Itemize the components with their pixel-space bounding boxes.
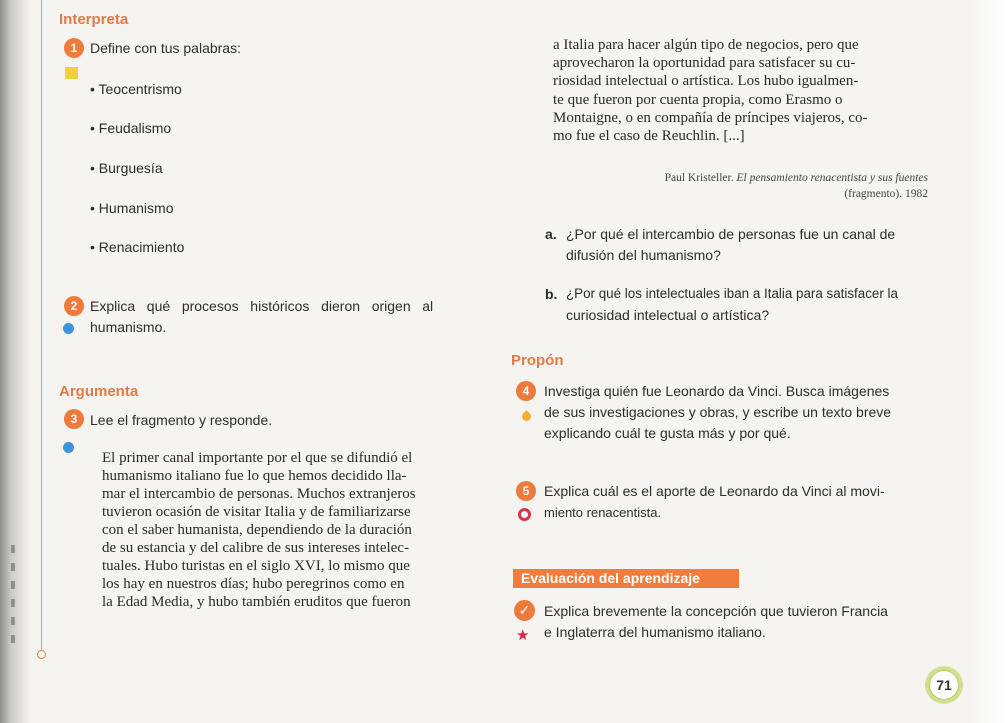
question-a-line-1: ¿Por qué el intercambio de personas fue un canal de: [566, 226, 896, 242]
evaluation-text: [544, 601, 888, 643]
activity-number-1: 1: [64, 38, 84, 58]
evaluation-line: e Inglaterra del humanismo italiano.: [544, 624, 766, 640]
circle-skill-icon: [63, 442, 74, 453]
page-edge-glare: [968, 0, 1008, 723]
list-item-feudalismo: • Feudalismo: [90, 120, 172, 136]
question-a-label: a.: [545, 226, 557, 242]
fragment-line: mo fue el caso de Reuchlin. [...]: [553, 128, 745, 145]
star-icon: ★: [516, 627, 530, 644]
list-item-burguesia: • Burguesía: [90, 160, 163, 176]
citation-author: Paul Kristeller.: [664, 172, 734, 184]
page-number: 71: [929, 670, 959, 700]
ring-skill-icon: [518, 508, 531, 521]
fragment-text-left: [102, 449, 416, 611]
fragment-text-right: [553, 36, 867, 145]
evaluation-line: Explica brevemente la concepción que tuvieron Francia: [544, 603, 888, 619]
section-heading-interpreta: Interpreta: [59, 11, 129, 28]
fragment-line: te que fueron por cuenta propia, como Erasmo o: [553, 91, 843, 108]
margin-rule-end-dot: [37, 650, 46, 659]
activity-4-line: de sus investigaciones y obras, y escribe un texto breve: [544, 404, 892, 420]
list-item-humanismo: • Humanismo: [90, 200, 174, 216]
margin-rule: [41, 0, 42, 650]
question-b-letter: [545, 286, 557, 302]
activity-3-prompt: Lee el fragmento y responde.: [90, 412, 273, 428]
check-icon: ✓: [514, 600, 535, 621]
section-heading-propon: Propón: [511, 352, 564, 369]
list-item-renacimiento: • Renacimiento: [90, 239, 185, 255]
question-b-label: b.: [545, 286, 558, 302]
fragment-line: riosidad intelectual o artística. Los hubo igualmen-: [553, 73, 859, 90]
fragment-line: mar el intercambio de personas. Muchos extranjeros: [102, 486, 416, 502]
activity-number-4: 4: [516, 381, 536, 401]
citation-detail: (fragmento). 1982: [844, 188, 928, 200]
activity-number-3: 3: [64, 409, 84, 429]
activity-1-prompt: Define con tus palabras:: [90, 40, 241, 56]
question-a-letter: [545, 226, 557, 242]
fragment-line: El primer canal importante por el que se difundió el: [102, 450, 413, 466]
activity-4-line: Investiga quién fue Leonardo da Vinci. Busca imágenes: [544, 383, 890, 399]
citation-line-1: [665, 172, 928, 184]
gutter-marks: [11, 545, 17, 653]
fragment-line: con el saber humanista, dependiendo de la duración: [102, 522, 412, 538]
activity-4-line: explicando cuál te gusta más y por qué.: [544, 425, 791, 441]
citation-title: El pensamiento renacentista y sus fuentes: [736, 172, 928, 184]
fragment-line: Montaigne, o en compañía de príncipes viajeros, co-: [553, 109, 868, 126]
activity-5-line: miento renacentista.: [544, 505, 662, 520]
fragment-line: tuales. Hubo turistas en el siglo XVI, lo mismo que: [102, 558, 410, 574]
fragment-line: aprovecharon la oportunidad para satisfacer su cu-: [553, 55, 856, 72]
activity-5-line: Explica cuál es el aporte de Leonardo da Vinci al movi-: [544, 483, 885, 499]
activity-2-line-1: Explica qué procesos históricos dieron origen al: [90, 298, 434, 314]
activity-2-line-2: humanismo.: [90, 319, 167, 335]
evaluation-banner: Evaluación del aprendizaje: [513, 569, 739, 588]
activity-5-text: [544, 481, 885, 523]
square-skill-icon: [65, 67, 78, 79]
activity-number-5: 5: [516, 481, 536, 501]
fragment-line: a Italia para hacer algún tipo de negocios, pero que: [553, 37, 859, 53]
fragment-line: los hay en nuestros días; hubo peregrinos como en: [102, 576, 405, 592]
activity-number-2: 2: [64, 296, 84, 316]
question-b-line-1: ¿Por qué los intelectuales iban a Italia para satisfacer la: [566, 286, 898, 301]
list-item-teocentrismo: • Teocentrismo: [90, 81, 182, 97]
fragment-line: la Edad Media, y hubo también eruditos que fueron: [102, 594, 411, 610]
fragment-line: de su estancia y del calibre de sus intereses intelec-: [102, 540, 409, 556]
fragment-line: tuvieron ocasión de visitar Italia y de familiarizarse: [102, 504, 411, 520]
question-a-line-2: difusión del humanismo?: [566, 247, 721, 263]
section-heading-argumenta: Argumenta: [59, 383, 139, 400]
question-b-line-2: curiosidad intelectual o artística?: [566, 307, 770, 323]
activity-4-text: [544, 381, 891, 444]
drop-skill-icon: [520, 410, 533, 423]
circle-skill-icon: [63, 323, 74, 334]
fragment-line: humanismo italiano fue lo que hemos decidido lla-: [102, 468, 407, 484]
